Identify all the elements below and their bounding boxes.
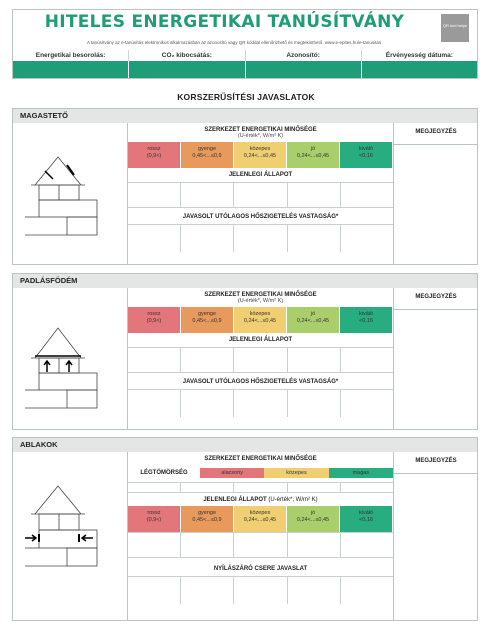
replacement-label: NYÍLÁSZÁRÓ CSERE JAVASLAT	[213, 566, 308, 572]
section-title: MAGASTETŐ	[13, 109, 477, 123]
current-cell[interactable]	[128, 183, 181, 207]
id-values-bar	[13, 61, 477, 78]
scale-range: (0,9<)	[146, 318, 162, 324]
house-roof-icon	[13, 123, 127, 265]
window-current-state	[128, 492, 393, 506]
value-co2	[129, 61, 245, 78]
verification-notice: A tanúsítvány az e-tanúsítás elektronikus alkalmazásban az azonosító vagy QR kóddal ellenőrizhető és megtekinthető. www.e-epites.hu/e-tanusitas	[86, 40, 382, 45]
quality-header: SZERKEZET ENERGETIKAI MINŐSÉGE	[204, 127, 317, 133]
scale-label: jó	[310, 146, 316, 152]
insulation-cell[interactable]	[288, 390, 341, 417]
quality-panel-roof	[128, 123, 394, 265]
current-cell[interactable]	[181, 533, 234, 557]
scale-gyenge	[181, 506, 234, 532]
airtightness-scale	[200, 468, 393, 478]
current-cell[interactable]	[288, 533, 341, 557]
field-co2: CO₂ kibocsátás:	[129, 50, 245, 61]
scale-range: 0,24<...≤0,45	[243, 517, 277, 523]
house-illustration-windows	[13, 452, 128, 621]
scale-label: rossz	[147, 510, 161, 516]
remarks-header: MEGJEGYZÉS	[394, 123, 478, 145]
scale-label: gyenge	[197, 510, 217, 516]
id-fields-row	[13, 50, 477, 61]
insulation-cell[interactable]	[234, 225, 287, 252]
current-state-cells	[128, 532, 393, 558]
insulation-cell[interactable]	[181, 225, 234, 252]
current-state-label: JELENLEGI ÁLLAPOT	[228, 172, 293, 178]
insulation-cell[interactable]	[181, 390, 234, 417]
house-attic-icon	[13, 288, 127, 430]
document-title: HITELES ENERGETIKAI TANÚSÍTVÁNY	[44, 12, 405, 32]
airtight-cell[interactable]	[288, 483, 341, 492]
scale-kivalo	[340, 506, 393, 532]
house-illustration-attic	[13, 288, 128, 430]
current-state-label: JELENLEGI ÁLLAPOT	[228, 337, 293, 343]
airtight-cell[interactable]	[341, 483, 393, 492]
scale-label: közepes	[249, 146, 271, 152]
scale-kozepes	[234, 142, 287, 168]
scale-rossz	[128, 142, 181, 168]
current-cell[interactable]	[234, 183, 287, 207]
current-cell[interactable]	[288, 348, 341, 372]
scale-label: kiváló	[358, 510, 374, 516]
scale-jo	[287, 142, 340, 168]
insulation-label: JAVASOLT UTÓLAGOS HŐSZIGETELÉS VASTAGSÁG*	[182, 214, 339, 220]
scale-label: jó	[310, 510, 316, 516]
quality-header: SZERKEZET ENERGETIKAI MINŐSÉGE	[204, 456, 317, 462]
scale-range: 0,24<...≤0,45	[296, 318, 330, 324]
airtight-medium: közepes	[264, 468, 328, 478]
scale-label: rossz	[147, 311, 161, 317]
scale-label: kiváló	[358, 146, 374, 152]
quality-panel-attic	[128, 288, 394, 430]
section-roof	[12, 108, 478, 265]
scale-range: 0,24<...≤0,45	[296, 517, 330, 523]
airtightness-row	[128, 464, 393, 482]
scale-range: 0,24<...≤0,45	[296, 153, 330, 159]
current-cell[interactable]	[181, 183, 234, 207]
airtight-cell[interactable]	[128, 483, 181, 492]
rating-scale	[128, 506, 393, 532]
house-windows-icon	[13, 452, 127, 621]
scale-range: 0,24<...≤0,45	[243, 153, 277, 159]
scale-range: 0,24<...≤0,45	[243, 318, 277, 324]
insulation-cell[interactable]	[341, 390, 393, 417]
current-cell[interactable]	[234, 533, 287, 557]
scale-kivalo	[340, 142, 393, 168]
replacement-cell[interactable]	[234, 577, 287, 604]
scale-label: közepes	[249, 510, 271, 516]
insulation-cells	[128, 224, 393, 252]
scale-range: 0,45<...≤0,9	[192, 153, 222, 159]
value-validity	[362, 61, 477, 78]
scale-gyenge	[181, 307, 234, 333]
u-value-label: (U-érték*, W/m² K)	[237, 133, 284, 139]
insulation-cell[interactable]	[341, 225, 393, 252]
page-subtitle: KORSZERŰSÍTÉSI JAVASLATOK	[177, 92, 315, 102]
airtight-low: alacsony	[200, 468, 264, 478]
scale-rossz	[128, 506, 181, 532]
quality-panel-windows	[128, 452, 394, 621]
insulation-cells	[128, 389, 393, 417]
airtightness-label: LÉGTÖMÖRSÉG	[140, 470, 188, 476]
section-windows	[12, 437, 478, 621]
current-cell[interactable]	[181, 348, 234, 372]
section-title: ABLAKOK	[13, 438, 477, 452]
rating-scale	[128, 307, 393, 333]
rating-scale	[128, 142, 393, 168]
remarks-column	[394, 452, 478, 621]
airtight-high: magas	[329, 468, 393, 478]
scale-range: <0,16	[359, 318, 373, 324]
scale-range: (0,9<)	[146, 517, 162, 523]
airtightness-cells	[128, 482, 393, 492]
replacement-cell[interactable]	[181, 577, 234, 604]
airtight-cell[interactable]	[234, 483, 287, 492]
scale-rossz	[128, 307, 181, 333]
scale-label: gyenge	[197, 146, 217, 152]
field-id: Azonosító:	[246, 50, 362, 61]
current-cell[interactable]	[288, 183, 341, 207]
value-energy-class	[13, 61, 129, 78]
scale-label: rossz	[147, 146, 161, 152]
scale-range: <0,16	[359, 517, 373, 523]
current-state-text: JELENLEGI ÁLLAPOT	[203, 497, 267, 503]
current-cell[interactable]	[341, 183, 393, 207]
scale-range: 0,45<...≤0,9	[192, 318, 222, 324]
house-illustration-roof	[13, 123, 128, 265]
scale-range: (0,9<)	[146, 153, 162, 159]
current-cell[interactable]	[234, 348, 287, 372]
insulation-cell[interactable]	[288, 225, 341, 252]
scale-jo	[287, 506, 340, 532]
current-cell[interactable]	[341, 348, 393, 372]
current-cell[interactable]	[128, 533, 181, 557]
replacement-cell[interactable]	[128, 577, 181, 604]
qr-code-placeholder: QR kód helye	[441, 14, 469, 42]
insulation-cell[interactable]	[234, 390, 287, 417]
field-validity: Érvényesség dátuma:	[385, 52, 453, 59]
remarks-header: MEGJEGYZÉS	[394, 452, 478, 474]
scale-label: gyenge	[197, 311, 217, 317]
scale-label: jó	[310, 311, 316, 317]
u-value-label: (U-érték*, W/m² K)	[237, 298, 284, 304]
scale-jo	[287, 307, 340, 333]
insulation-cell[interactable]	[128, 390, 181, 417]
scale-label: közepes	[249, 311, 271, 317]
scale-kozepes	[234, 307, 287, 333]
remarks-column	[394, 288, 478, 430]
scale-range: <0,16	[359, 153, 373, 159]
current-cell[interactable]	[128, 348, 181, 372]
section-attic	[12, 273, 478, 430]
quality-header: SZERKEZET ENERGETIKAI MINŐSÉGE	[204, 292, 317, 298]
scale-gyenge	[181, 142, 234, 168]
replacement-cell[interactable]	[288, 577, 341, 604]
scale-kivalo	[340, 307, 393, 333]
current-u-text: (U-érték*, W/m² K)	[268, 497, 318, 503]
scale-kozepes	[234, 506, 287, 532]
section-title: PADLÁSFÖDÉM	[13, 274, 477, 288]
insulation-label: JAVASOLT UTÓLAGOS HŐSZIGETELÉS VASTAGSÁG*	[182, 379, 339, 385]
field-energy-class: Energetikai besorolás:	[13, 50, 129, 61]
current-cell[interactable]	[341, 533, 393, 557]
airtight-cell[interactable]	[181, 483, 234, 492]
remarks-column	[394, 123, 478, 265]
remarks-header: MEGJEGYZÉS	[394, 288, 478, 310]
insulation-cell[interactable]	[128, 225, 181, 252]
replacement-cells	[128, 576, 393, 604]
replacement-cell[interactable]	[341, 577, 393, 604]
scale-range: 0,45<...≤0,9	[192, 517, 222, 523]
current-state-cells	[128, 182, 393, 208]
scale-label: kiváló	[358, 311, 374, 317]
value-id	[246, 61, 362, 78]
current-state-cells	[128, 347, 393, 373]
